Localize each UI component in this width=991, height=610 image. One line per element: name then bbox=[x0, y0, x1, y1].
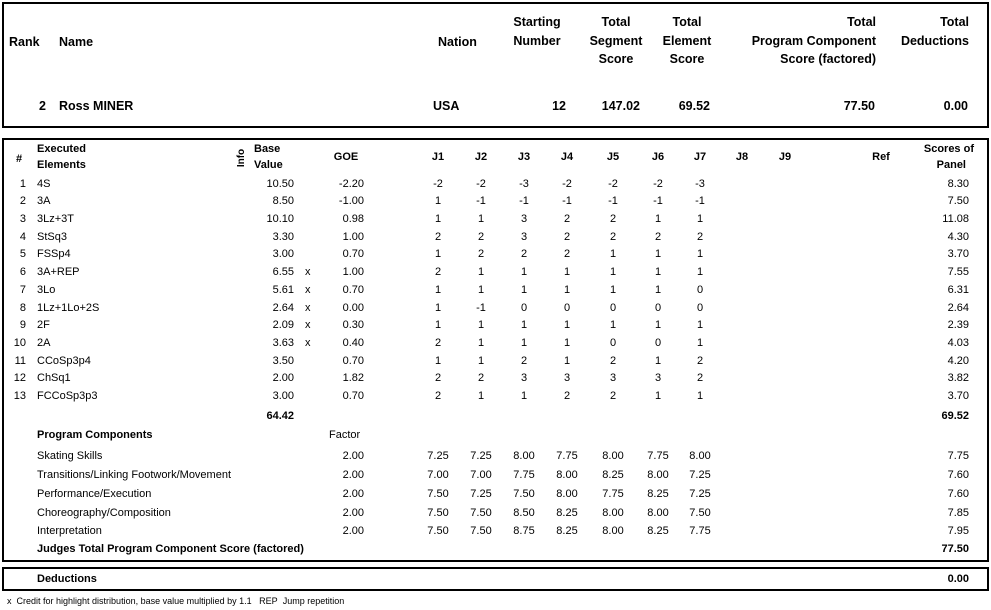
ref-header: Ref bbox=[872, 151, 890, 163]
element-judge-score: 2 bbox=[477, 248, 485, 260]
element-base-value: 8.50 bbox=[272, 195, 294, 207]
element-goe: 1.00 bbox=[342, 231, 364, 243]
element-num: 2 bbox=[19, 195, 26, 207]
element-judge-score: 1 bbox=[696, 266, 704, 278]
element-base-value: 10.10 bbox=[266, 213, 294, 225]
deductions-label: Deductions bbox=[37, 573, 97, 585]
pc-judge-score: 8.00 bbox=[647, 469, 669, 481]
pc-judge-score: 8.25 bbox=[647, 488, 669, 500]
element-judge-score: 2 bbox=[434, 266, 442, 278]
rank-header: Rank bbox=[9, 35, 40, 49]
element-goe: 1.82 bbox=[342, 372, 364, 384]
pc-judge-score: 7.50 bbox=[470, 507, 492, 519]
element-judge-score: 3 bbox=[520, 372, 528, 384]
pc-judge-score: 8.00 bbox=[556, 469, 578, 481]
element-judge-score: 1 bbox=[609, 319, 617, 331]
element-judge-score: 0 bbox=[563, 302, 571, 314]
judge-header-j5: J5 bbox=[606, 151, 620, 163]
pc-judge-score: 7.75 bbox=[647, 450, 669, 462]
base-header-1: Base bbox=[254, 143, 281, 155]
pc-judge-score: 7.75 bbox=[556, 450, 578, 462]
footnote-x-symbol: x bbox=[7, 596, 12, 606]
element-judge-score: 1 bbox=[654, 213, 662, 225]
num-header: # bbox=[16, 153, 23, 165]
element-judge-score: 1 bbox=[520, 337, 528, 349]
pc-panel-score: 7.60 bbox=[947, 469, 969, 481]
element-judge-score: -2 bbox=[562, 178, 572, 190]
element-num: 1 bbox=[19, 178, 26, 190]
skater-name: Ross MINER bbox=[59, 99, 134, 113]
element-judge-score: -1 bbox=[608, 195, 618, 207]
pc-judge-score: 7.00 bbox=[427, 469, 449, 481]
pc-factor: 2.00 bbox=[342, 450, 364, 462]
pc-judge-score: 7.50 bbox=[427, 488, 449, 500]
tes-header-1: Total bbox=[672, 15, 702, 29]
pc-factor: 2.00 bbox=[342, 507, 364, 519]
element-num: 10 bbox=[13, 337, 26, 349]
pc-judge-score: 8.00 bbox=[556, 488, 578, 500]
element-judge-score: -3 bbox=[519, 178, 529, 190]
pc-judge-score: 7.25 bbox=[689, 469, 711, 481]
element-judge-score: 1 bbox=[520, 266, 528, 278]
elements-header-2: Elements bbox=[37, 159, 86, 171]
element-name: 1Lz+1Lo+2S bbox=[37, 302, 100, 314]
element-judge-score: 2 bbox=[696, 372, 704, 384]
element-judge-score: 3 bbox=[654, 372, 662, 384]
pc-factor: 2.00 bbox=[342, 488, 364, 500]
pcs-header-3: Score (factored) bbox=[780, 52, 876, 66]
footnote-rep-text: Jump repetition bbox=[282, 596, 345, 606]
element-judge-score: 1 bbox=[609, 266, 617, 278]
element-judge-score: -1 bbox=[519, 195, 529, 207]
tes-header-2: Element bbox=[662, 34, 712, 48]
element-name: 3A+REP bbox=[37, 266, 80, 278]
element-judge-score: 2 bbox=[609, 390, 617, 402]
judge-header-j2: J2 bbox=[474, 151, 488, 163]
pc-name: Choreography/Composition bbox=[37, 507, 171, 519]
pc-judge-score: 7.75 bbox=[689, 525, 711, 537]
element-panel-score: 2.39 bbox=[947, 319, 969, 331]
pc-judge-score: 8.00 bbox=[602, 525, 624, 537]
element-judge-score: 2 bbox=[434, 337, 442, 349]
element-judge-score: 1 bbox=[563, 337, 571, 349]
goe-header: GOE bbox=[333, 151, 359, 163]
elements-header-1: Executed bbox=[37, 143, 86, 155]
element-judge-score: 0 bbox=[654, 302, 662, 314]
info-header: Info bbox=[236, 148, 247, 168]
element-num: 3 bbox=[19, 213, 26, 225]
element-num: 5 bbox=[19, 248, 26, 260]
judge-header-j6: J6 bbox=[651, 151, 665, 163]
element-judge-score: 1 bbox=[696, 390, 704, 402]
element-base-value: 2.64 bbox=[272, 302, 294, 314]
starting-number-value: 12 bbox=[552, 99, 566, 113]
element-info: x bbox=[305, 319, 311, 331]
judge-header-j9: J9 bbox=[778, 151, 792, 163]
element-judge-score: -1 bbox=[695, 195, 705, 207]
element-num: 13 bbox=[13, 390, 26, 402]
element-info: x bbox=[305, 284, 311, 296]
ded-value: 0.00 bbox=[943, 99, 968, 113]
pc-judge-score: 8.00 bbox=[647, 507, 669, 519]
element-num: 9 bbox=[19, 319, 26, 331]
pc-panel-score: 7.85 bbox=[947, 507, 969, 519]
element-panel-score: 4.30 bbox=[947, 231, 969, 243]
element-num: 11 bbox=[14, 355, 26, 367]
element-judge-score: 3 bbox=[563, 372, 571, 384]
element-judge-score: 1 bbox=[654, 248, 662, 260]
element-judge-score: 1 bbox=[434, 319, 442, 331]
element-name: 3A bbox=[37, 195, 51, 207]
element-judge-score: 1 bbox=[520, 390, 528, 402]
pc-judge-score: 8.75 bbox=[513, 525, 535, 537]
element-goe: -2.20 bbox=[338, 178, 364, 190]
nation-header: Nation bbox=[438, 35, 477, 49]
element-judge-score: 1 bbox=[477, 355, 485, 367]
element-panel-score: 8.30 bbox=[947, 178, 969, 190]
element-name: 2A bbox=[37, 337, 51, 349]
element-num: 12 bbox=[13, 372, 26, 384]
element-judge-score: 1 bbox=[477, 266, 485, 278]
element-name: 3Lz+3T bbox=[37, 213, 74, 225]
pc-name: Performance/Execution bbox=[37, 488, 152, 500]
pc-name: Interpretation bbox=[37, 525, 102, 537]
element-goe: 0.70 bbox=[342, 390, 364, 402]
element-panel-score: 4.20 bbox=[947, 355, 969, 367]
element-judge-score: 1 bbox=[654, 266, 662, 278]
element-judge-score: 2 bbox=[563, 231, 571, 243]
element-judge-score: 1 bbox=[696, 319, 704, 331]
ded-header-2: Deductions bbox=[900, 34, 969, 48]
element-judge-score: -1 bbox=[476, 195, 486, 207]
element-judge-score: 2 bbox=[696, 231, 704, 243]
element-judge-score: 2 bbox=[654, 231, 662, 243]
element-judge-score: 1 bbox=[434, 302, 442, 314]
element-num: 6 bbox=[19, 266, 26, 278]
name-header: Name bbox=[59, 35, 94, 49]
element-judge-score: -2 bbox=[476, 178, 486, 190]
deductions-panel bbox=[2, 567, 989, 591]
element-judge-score: 2 bbox=[520, 355, 528, 367]
pc-judge-score: 8.25 bbox=[556, 507, 578, 519]
element-judge-score: 2 bbox=[563, 213, 571, 225]
pc-judge-score: 7.50 bbox=[427, 507, 449, 519]
pc-judge-score: 8.00 bbox=[602, 507, 624, 519]
element-judge-score: 1 bbox=[654, 284, 662, 296]
pc-judge-score: 8.50 bbox=[513, 507, 535, 519]
pcs-total-value: 77.50 bbox=[941, 543, 969, 555]
element-judge-score: 1 bbox=[434, 355, 442, 367]
element-judge-score: 2 bbox=[434, 372, 442, 384]
deductions-value: 0.00 bbox=[947, 573, 969, 585]
program-components-title: Program Components bbox=[37, 429, 153, 441]
element-judge-score: 1 bbox=[434, 248, 442, 260]
factor-header: Factor bbox=[329, 429, 361, 441]
element-judge-score: 0 bbox=[696, 284, 704, 296]
element-judge-score: 1 bbox=[434, 195, 442, 207]
element-judge-score: -1 bbox=[476, 302, 486, 314]
element-base-value: 3.50 bbox=[272, 355, 294, 367]
element-judge-score: 3 bbox=[609, 372, 617, 384]
pc-judge-score: 7.25 bbox=[470, 488, 492, 500]
element-num: 7 bbox=[19, 284, 26, 296]
element-judge-score: -1 bbox=[653, 195, 663, 207]
element-info: x bbox=[305, 337, 311, 349]
element-judge-score: 1 bbox=[477, 284, 485, 296]
pc-name: Transitions/Linking Footwork/Movement bbox=[37, 469, 232, 481]
element-goe: 1.00 bbox=[342, 266, 364, 278]
pcs-value: 77.50 bbox=[843, 99, 875, 113]
element-base-value: 5.61 bbox=[272, 284, 294, 296]
pc-factor: 2.00 bbox=[342, 525, 364, 537]
pc-judge-score: 7.00 bbox=[470, 469, 492, 481]
element-judge-score: 1 bbox=[563, 355, 571, 367]
pc-factor: 2.00 bbox=[342, 469, 364, 481]
footnote-rep-symbol: REP bbox=[259, 596, 278, 606]
pc-judge-score: 7.75 bbox=[602, 488, 624, 500]
element-judge-score: -2 bbox=[653, 178, 663, 190]
element-num: 4 bbox=[19, 231, 26, 243]
element-goe: 0.98 bbox=[342, 213, 364, 225]
element-goe: 0.70 bbox=[342, 248, 364, 260]
tss-header-2: Segment bbox=[589, 34, 643, 48]
judge-header-j8: J8 bbox=[735, 151, 749, 163]
pcs-total-label: Judges Total Program Component Score (factored) bbox=[37, 543, 304, 555]
element-judge-score: 1 bbox=[434, 213, 442, 225]
element-judge-score: 1 bbox=[609, 248, 617, 260]
element-base-value: 3.00 bbox=[272, 390, 294, 402]
element-name: FCCoSp3p3 bbox=[37, 390, 98, 402]
element-name: 4S bbox=[37, 178, 51, 190]
element-name: CCoSp3p4 bbox=[37, 355, 91, 367]
element-judge-score: 2 bbox=[520, 248, 528, 260]
element-judge-score: 1 bbox=[609, 284, 617, 296]
starting-number-header-1: Starting bbox=[513, 15, 561, 29]
element-base-value: 3.30 bbox=[272, 231, 294, 243]
pc-judge-score: 8.25 bbox=[647, 525, 669, 537]
pc-judge-score: 8.00 bbox=[602, 450, 624, 462]
element-judge-score: 1 bbox=[563, 284, 571, 296]
element-judge-score: 1 bbox=[477, 213, 485, 225]
judge-header-j4: J4 bbox=[560, 151, 574, 163]
element-judge-score: 1 bbox=[477, 319, 485, 331]
base-value-total: 64.42 bbox=[266, 410, 294, 422]
element-info: x bbox=[305, 266, 311, 278]
pc-judge-score: 8.00 bbox=[513, 450, 535, 462]
element-num: 8 bbox=[19, 302, 26, 314]
element-judge-score: 1 bbox=[520, 284, 528, 296]
element-goe: 0.00 bbox=[342, 302, 364, 314]
element-judge-score: 2 bbox=[609, 355, 617, 367]
element-judge-score: 3 bbox=[520, 213, 528, 225]
judge-header-j1: J1 bbox=[431, 151, 445, 163]
elements-score-total: 69.52 bbox=[941, 410, 969, 422]
element-judge-score: 1 bbox=[563, 319, 571, 331]
element-judge-score: 1 bbox=[654, 355, 662, 367]
base-header-2: Value bbox=[254, 159, 283, 171]
element-judge-score: 3 bbox=[520, 231, 528, 243]
element-name: 2F bbox=[37, 319, 50, 331]
element-goe: -1.00 bbox=[338, 195, 364, 207]
element-judge-score: 0 bbox=[654, 337, 662, 349]
pc-judge-score: 8.25 bbox=[602, 469, 624, 481]
element-panel-score: 11.08 bbox=[942, 213, 969, 225]
element-judge-score: 1 bbox=[477, 337, 485, 349]
element-panel-score: 3.70 bbox=[947, 248, 969, 260]
pc-judge-score: 7.50 bbox=[513, 488, 535, 500]
element-judge-score: 1 bbox=[696, 337, 704, 349]
footnote bbox=[7, 596, 344, 606]
element-judge-score: 1 bbox=[477, 390, 485, 402]
element-judge-score: 2 bbox=[477, 372, 485, 384]
element-judge-score: -2 bbox=[433, 178, 443, 190]
element-judge-score: 2 bbox=[477, 231, 485, 243]
element-judge-score: -3 bbox=[695, 178, 705, 190]
pc-judge-score: 7.50 bbox=[470, 525, 492, 537]
element-base-value: 6.55 bbox=[272, 266, 294, 278]
element-panel-score: 3.70 bbox=[947, 390, 969, 402]
pcs-header-1: Total bbox=[847, 15, 876, 29]
element-base-value: 2.00 bbox=[272, 372, 294, 384]
element-panel-score: 3.82 bbox=[947, 372, 969, 384]
element-judge-score: -2 bbox=[608, 178, 618, 190]
element-judge-score: 2 bbox=[609, 231, 617, 243]
scores-header-1: Scores of bbox=[923, 143, 974, 155]
pc-name: Skating Skills bbox=[37, 450, 103, 462]
element-info: x bbox=[305, 302, 311, 314]
element-panel-score: 7.50 bbox=[947, 195, 969, 207]
tes-header-3: Score bbox=[669, 52, 705, 66]
element-judge-score: 2 bbox=[696, 355, 704, 367]
pc-judge-score: 7.25 bbox=[427, 450, 449, 462]
element-base-value: 3.00 bbox=[272, 248, 294, 260]
element-panel-score: 7.55 bbox=[947, 266, 969, 278]
element-judge-score: 1 bbox=[696, 248, 704, 260]
pc-judge-score: 7.25 bbox=[689, 488, 711, 500]
tss-value: 147.02 bbox=[601, 99, 640, 113]
element-base-value: 2.09 bbox=[272, 319, 294, 331]
element-name: FSSp4 bbox=[37, 248, 71, 260]
pc-panel-score: 7.75 bbox=[947, 450, 969, 462]
element-name: StSq3 bbox=[37, 231, 67, 243]
element-judge-score: 0 bbox=[609, 337, 617, 349]
starting-number-header-2: Number bbox=[513, 34, 561, 48]
element-judge-score: -1 bbox=[562, 195, 572, 207]
element-panel-score: 4.03 bbox=[947, 337, 969, 349]
pc-judge-score: 7.25 bbox=[470, 450, 492, 462]
element-name: ChSq1 bbox=[37, 372, 71, 384]
ded-header-1: Total bbox=[940, 15, 969, 29]
scores-header-2: Panel bbox=[936, 159, 966, 171]
tss-header-1: Total bbox=[601, 15, 631, 29]
pc-panel-score: 7.95 bbox=[947, 525, 969, 537]
element-goe: 0.70 bbox=[342, 355, 364, 367]
pc-judge-score: 7.50 bbox=[427, 525, 449, 537]
pc-panel-score: 7.60 bbox=[947, 488, 969, 500]
pc-judge-score: 8.25 bbox=[556, 525, 578, 537]
tes-value: 69.52 bbox=[678, 99, 710, 113]
element-judge-score: 1 bbox=[520, 319, 528, 331]
rank-value: 2 bbox=[39, 99, 46, 113]
element-judge-score: 1 bbox=[654, 319, 662, 331]
element-panel-score: 6.31 bbox=[947, 284, 969, 296]
element-judge-score: 2 bbox=[563, 248, 571, 260]
element-panel-score: 2.64 bbox=[947, 302, 969, 314]
tss-header-3: Score bbox=[598, 52, 634, 66]
judge-header-j3: J3 bbox=[517, 151, 531, 163]
nation-value: USA bbox=[433, 99, 460, 113]
element-judge-score: 0 bbox=[520, 302, 528, 314]
element-judge-score: 1 bbox=[654, 390, 662, 402]
element-judge-score: 2 bbox=[434, 231, 442, 243]
element-goe: 0.70 bbox=[342, 284, 364, 296]
element-name: 3Lo bbox=[37, 284, 56, 296]
pc-judge-score: 8.00 bbox=[689, 450, 711, 462]
element-goe: 0.30 bbox=[342, 319, 364, 331]
pc-judge-score: 7.75 bbox=[513, 469, 535, 481]
element-judge-score: 2 bbox=[609, 213, 617, 225]
element-judge-score: 1 bbox=[563, 266, 571, 278]
footnote-x-text: Credit for highlight distribution, base value multiplied by 1.1 bbox=[16, 596, 252, 606]
element-judge-score: 1 bbox=[696, 213, 704, 225]
element-base-value: 3.63 bbox=[272, 337, 294, 349]
element-judge-score: 1 bbox=[434, 284, 442, 296]
pcs-header-2: Program Component bbox=[751, 34, 876, 48]
element-judge-score: 0 bbox=[609, 302, 617, 314]
element-goe: 0.40 bbox=[342, 337, 364, 349]
pc-judge-score: 7.50 bbox=[689, 507, 711, 519]
judge-header-j7: J7 bbox=[693, 151, 707, 163]
element-judge-score: 2 bbox=[434, 390, 442, 402]
element-judge-score: 0 bbox=[696, 302, 704, 314]
element-judge-score: 2 bbox=[563, 390, 571, 402]
element-base-value: 10.50 bbox=[266, 178, 294, 190]
